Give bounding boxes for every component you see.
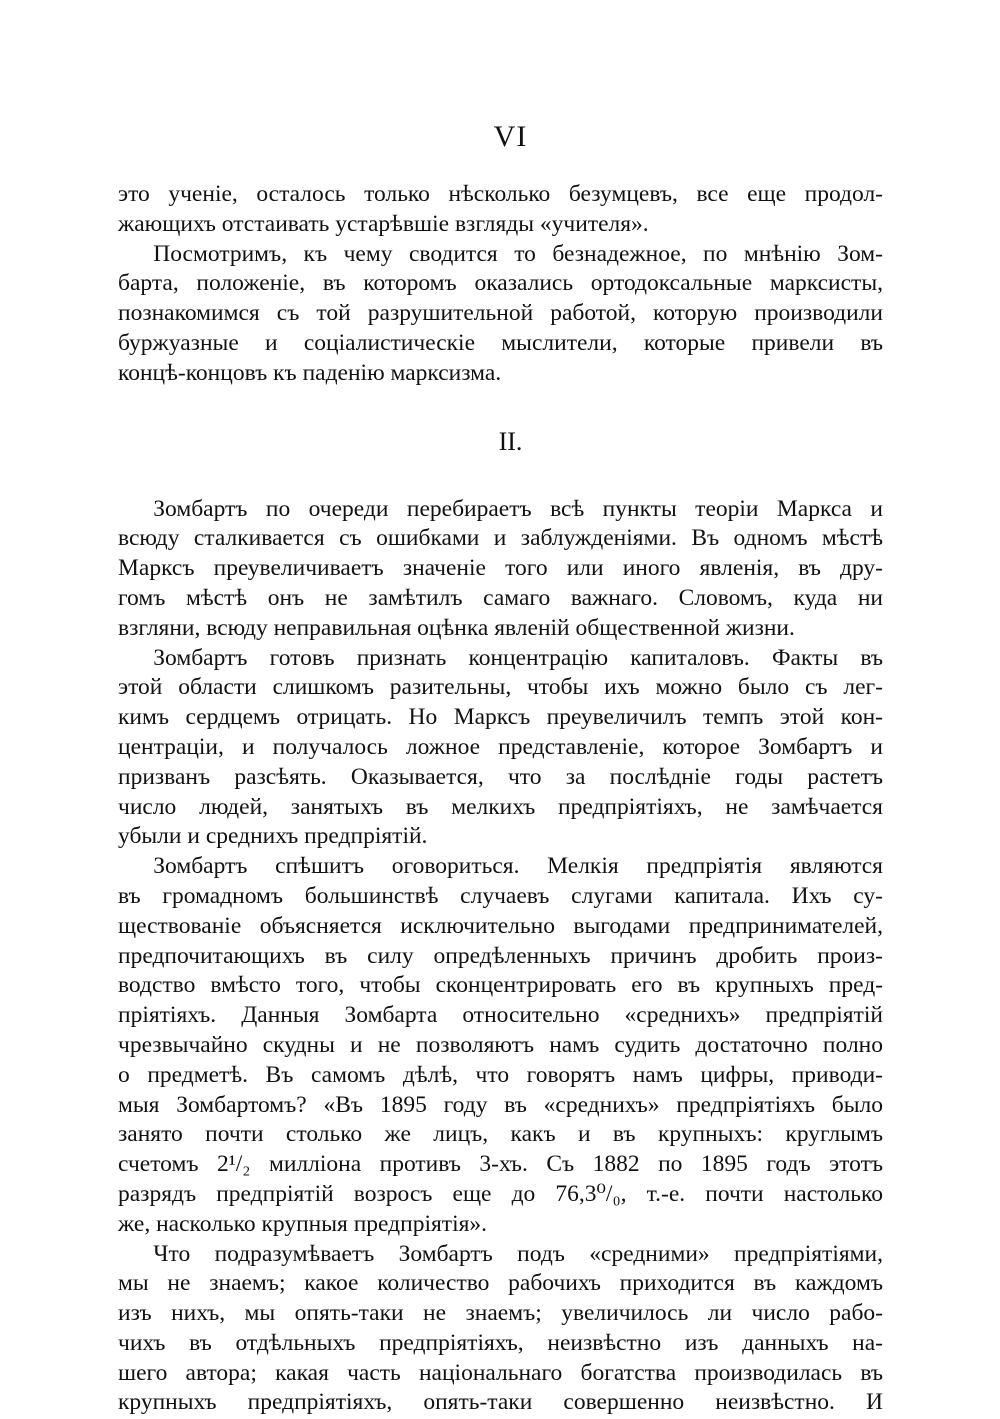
text-line: гомъ мѣстѣ онъ не замѣтилъ самаго важнаго. Словомъ, куда ни (118, 584, 883, 611)
text-line: въ громадномъ большинствѣ случаевъ слугами капитала. Ихъ су- (118, 882, 883, 909)
text-line: Марксъ преувеличиваетъ значеніе того или иного явленія, въ дру- (118, 555, 883, 582)
paragraph-continuation (118, 180, 883, 240)
text-line: предпочитающихъ въ силу опредѣленныхъ причинъ дробить произ- (118, 942, 883, 969)
text-line: изъ нихъ, мы опять-таки не знаемъ; увеличилось ли число рабо- (118, 1300, 883, 1327)
paragraph (118, 495, 883, 644)
text-line: центраціи, и получалось ложное представленіе, которое Зомбартъ и (118, 733, 883, 760)
text-line: крупныхъ предпріятіяхъ, опять-таки совершенно неизвѣстно. И (118, 1389, 883, 1416)
text-line: познакомимся съ той разрушительной работой, которую производили (118, 300, 883, 327)
paragraph (118, 644, 883, 853)
text-line: барта, положеніе, въ которомъ оказались ортодоксальные марксисты, (118, 270, 883, 297)
paragraph (118, 240, 883, 389)
text-line: шего автора; какая часть національнаго богатства производилась въ (118, 1359, 883, 1386)
text-line: взгляни, всюду неправильная оцѣнка явленій общественной жизни. (118, 614, 795, 641)
text-line: этой области слишкомъ разительны, чтобы ихъ можно было съ лег- (118, 674, 883, 701)
text-line: кимъ сердцемъ отрицать. Но Марксъ преувеличилъ темпъ этой кон- (118, 704, 883, 731)
text-line: чихъ въ отдѣльныхъ предпріятіяхъ, неизвѣстно изъ данныхъ на- (118, 1329, 883, 1356)
paragraph (118, 1240, 883, 1419)
text-line: убыли и среднихъ предпріятій. (118, 823, 428, 850)
text-line: всюду сталкивается съ ошибками и заблужденіями. Въ одномъ мѣстѣ (118, 525, 883, 552)
section-heading: II. (498, 426, 523, 456)
text-line: концѣ-концовъ къ паденію марксизма. (118, 359, 502, 386)
text-line: Зомбартъ по очереди перебираетъ всѣ пункты теоріи Маркса и (118, 495, 883, 522)
page-number: VI (493, 120, 528, 153)
text-line: водство вмѣсто того, чтобы сконцентрировать его въ крупныхъ пред- (118, 972, 883, 999)
text-line: счетомъ 2¹/₂ милліона противъ 3-хъ. Съ 1882 по 1895 годъ этотъ (118, 1151, 883, 1178)
text-line: чрезвычайно скудны и не позволяютъ намъ судить достаточно полно (118, 1031, 883, 1058)
text-line: буржуазные и соціалистическіе мыслители, которые привели въ (118, 329, 883, 356)
text-line: пріятіяхъ. Данныя Зомбарта относительно «среднихъ» предпріятій (118, 1002, 883, 1029)
text-line: Зомбартъ спѣшитъ оговориться. Мелкія предпріятія являются (118, 853, 883, 880)
text-line: жающихъ отстаивать устарѣвшіе взгляды «учителя». (118, 210, 649, 237)
text-line: мыя Зомбартомъ? «Въ 1895 году въ «среднихъ» предпріятіяхъ было (118, 1091, 883, 1118)
text-line: призванъ разсѣять. Оказывается, что за послѣдніе годы растетъ (118, 763, 883, 790)
paragraph (118, 852, 883, 1239)
text-line: разрядъ предпріятій возросъ еще до 76,3⁰/₀, т.-е. почти настолько (118, 1180, 883, 1207)
text-line: число людей, занятыхъ въ мелкихъ предпріятіяхъ, не замѣчается (118, 793, 883, 820)
text-line: Посмотримъ, къ чему сводится то безнадежное, по мнѣнію Зом- (118, 240, 883, 267)
document-page (118, 120, 883, 1418)
text-line: мы не знаемъ; какое количество рабочихъ приходится въ каждомъ (118, 1270, 883, 1297)
text-line: это ученіе, осталось только нѣсколько безумцевъ, все еще продол- (118, 181, 883, 207)
text-line: Зомбартъ готовъ признать концентрацію капиталовъ. Факты въ (118, 644, 883, 671)
text-line: ществованіе объясняется исключительно выгодами предпринимателей, (118, 912, 883, 939)
text-line: Что подразумѣваетъ Зомбартъ подъ «средними» предпріятіями, (118, 1240, 883, 1267)
text-line: о предметѣ. Въ самомъ дѣлѣ, что говорятъ намъ цифры, приводи- (118, 1061, 883, 1088)
text-line: же, насколько крупныя предпріятія». (118, 1210, 488, 1237)
text-line: занято почти столько же лицъ, какъ и въ крупныхъ: круглымъ (118, 1121, 883, 1148)
